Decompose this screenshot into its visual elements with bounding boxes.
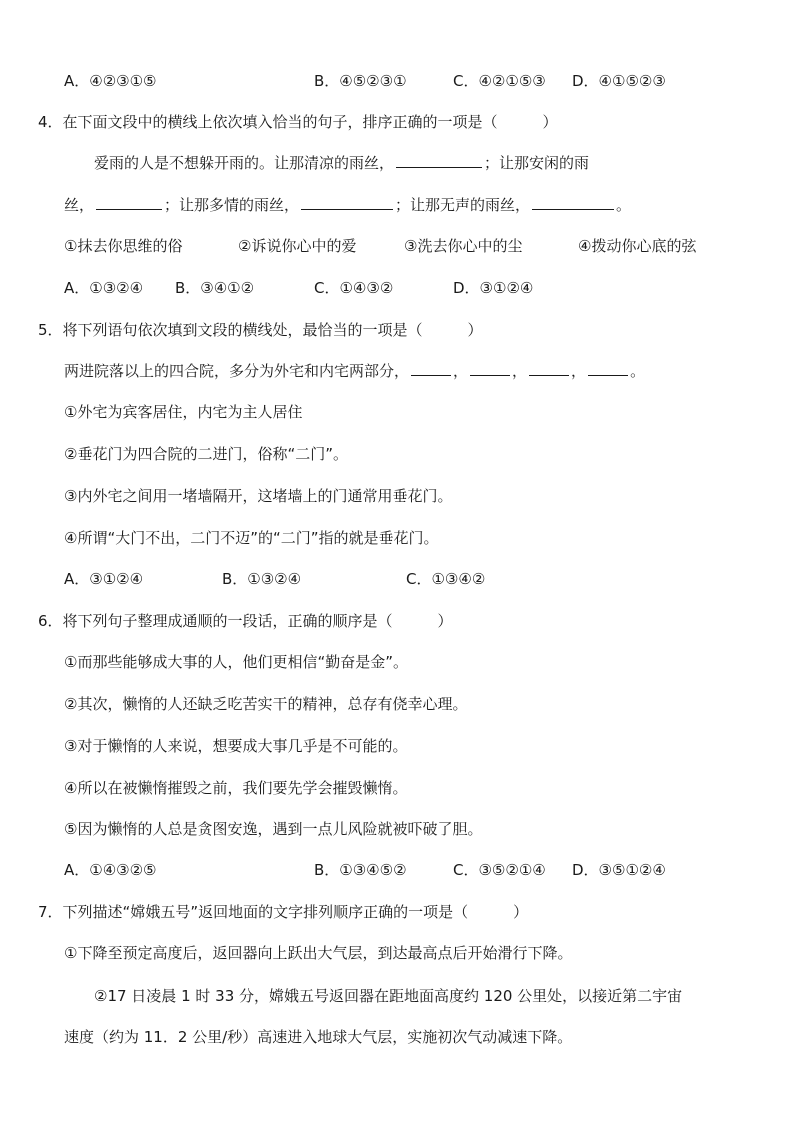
q3-option-d[interactable]: D．④①⑤②③ bbox=[572, 72, 666, 90]
q5-item-4: ④所谓“大门不出，二门不迈”的“二门”指的就是垂花门。 bbox=[64, 529, 439, 547]
q4-item-3: ③洗去你心中的尘 bbox=[404, 237, 523, 255]
q5-item-2: ②垂花门为四合院的二进门，俗称“二门”。 bbox=[64, 445, 348, 463]
q4-passage-text: 。 bbox=[616, 196, 632, 214]
answer-blank[interactable] bbox=[470, 360, 510, 376]
separator: ， bbox=[512, 362, 528, 380]
q4-passage-line2 bbox=[64, 194, 631, 216]
q4-option-c[interactable]: C．①④③② bbox=[314, 279, 394, 297]
q7-item-2-line1: ②17 日凌晨 1 时 33 分，嫦娥五号返回器在距地面高度约 120 公里处，以接近第二宇宙 bbox=[94, 987, 683, 1005]
q6-stem: 6．将下列句子整理成通顺的一段话，正确的顺序是（ ） bbox=[38, 612, 453, 630]
q4-option-b[interactable]: B．③④①② bbox=[175, 279, 255, 297]
q6-option-d[interactable]: D．③⑤①②④ bbox=[572, 861, 666, 879]
q7-stem: 7．下列描述“嫦娥五号”返回地面的文字排列顺序正确的一项是（ ） bbox=[38, 903, 529, 921]
q4-stem: 4．在下面文段中的横线上依次填入恰当的句子，排序正确的一项是（ ） bbox=[38, 113, 558, 131]
q4-item-2: ②诉说你心中的爱 bbox=[238, 237, 357, 255]
q4-option-d[interactable]: D．③①②④ bbox=[453, 279, 534, 297]
answer-blank[interactable] bbox=[411, 360, 451, 376]
answer-blank[interactable] bbox=[301, 194, 393, 210]
q3-option-b[interactable]: B．④⑤②③① bbox=[314, 72, 407, 90]
answer-blank[interactable] bbox=[96, 194, 162, 210]
q6-item-4: ④所以在被懒惰摧毁之前，我们要先学会摧毁懒惰。 bbox=[64, 779, 408, 797]
q5-option-b[interactable]: B．①③②④ bbox=[222, 570, 302, 588]
q4-passage-line1 bbox=[94, 152, 589, 174]
q4-passage-text: ；让那无声的雨丝， bbox=[395, 196, 531, 214]
q4-passage-text: ；让那安闲的雨 bbox=[484, 154, 590, 172]
q5-option-c[interactable]: C．①③④② bbox=[406, 570, 486, 588]
answer-blank[interactable] bbox=[396, 152, 482, 168]
q4-item-1: ①抹去你思维的俗 bbox=[64, 237, 183, 255]
period: 。 bbox=[630, 362, 646, 380]
answer-blank[interactable] bbox=[532, 194, 614, 210]
q3-option-a[interactable]: A．④②③①⑤ bbox=[64, 72, 157, 90]
q4-item-4: ④拨动你心底的弦 bbox=[578, 237, 697, 255]
q6-item-3: ③对于懒惰的人来说，想要成大事几乎是不可能的。 bbox=[64, 737, 408, 755]
q5-item-3: ③内外宅之间用一堵墙隔开，这堵墙上的门通常用垂花门。 bbox=[64, 487, 453, 505]
q5-option-a[interactable]: A．③①②④ bbox=[64, 570, 144, 588]
q5-stem: 5．将下列语句依次填到文段的横线处，最恰当的一项是（ ） bbox=[38, 321, 483, 339]
separator: ， bbox=[453, 362, 469, 380]
answer-blank[interactable] bbox=[588, 360, 628, 376]
q7-item-2-line2: 速度（约为 11．2 公里/秒）高速进入地球大气层，实施初次气动减速下降。 bbox=[64, 1028, 573, 1046]
q4-passage-text: 丝， bbox=[64, 196, 95, 214]
q6-item-2: ②其次，懒惰的人还缺乏吃苦实干的精神，总存有侥幸心理。 bbox=[64, 695, 468, 713]
q4-option-a[interactable]: A．①③②④ bbox=[64, 279, 144, 297]
q5-item-1: ①外宅为宾客居住，内宅为主人居住 bbox=[64, 403, 303, 421]
separator: ， bbox=[571, 362, 587, 380]
q6-option-a[interactable]: A．①④③②⑤ bbox=[64, 861, 157, 879]
q5-passage-text: 两进院落以上的四合院，多分为外宅和内宅两部分， bbox=[64, 362, 410, 380]
answer-blank[interactable] bbox=[529, 360, 569, 376]
q4-passage-text: 爱雨的人是不想躲开雨的。让那清凉的雨丝， bbox=[94, 154, 395, 172]
q3-option-c[interactable]: C．④②①⑤③ bbox=[453, 72, 546, 90]
q7-item-1: ①下降至预定高度后，返回器向上跃出大气层，到达最高点后开始滑行下降。 bbox=[64, 944, 573, 962]
q5-passage bbox=[64, 360, 645, 382]
q6-item-1: ①而那些能够成大事的人，他们更相信“勤奋是金”。 bbox=[64, 653, 408, 671]
q4-passage-text: ；让那多情的雨丝， bbox=[164, 196, 300, 214]
q6-item-5: ⑤因为懒惰的人总是贪图安逸，遇到一点儿风险就被吓破了胆。 bbox=[64, 820, 483, 838]
q6-option-b[interactable]: B．①③④⑤② bbox=[314, 861, 407, 879]
q6-option-c[interactable]: C．③⑤②①④ bbox=[453, 861, 546, 879]
